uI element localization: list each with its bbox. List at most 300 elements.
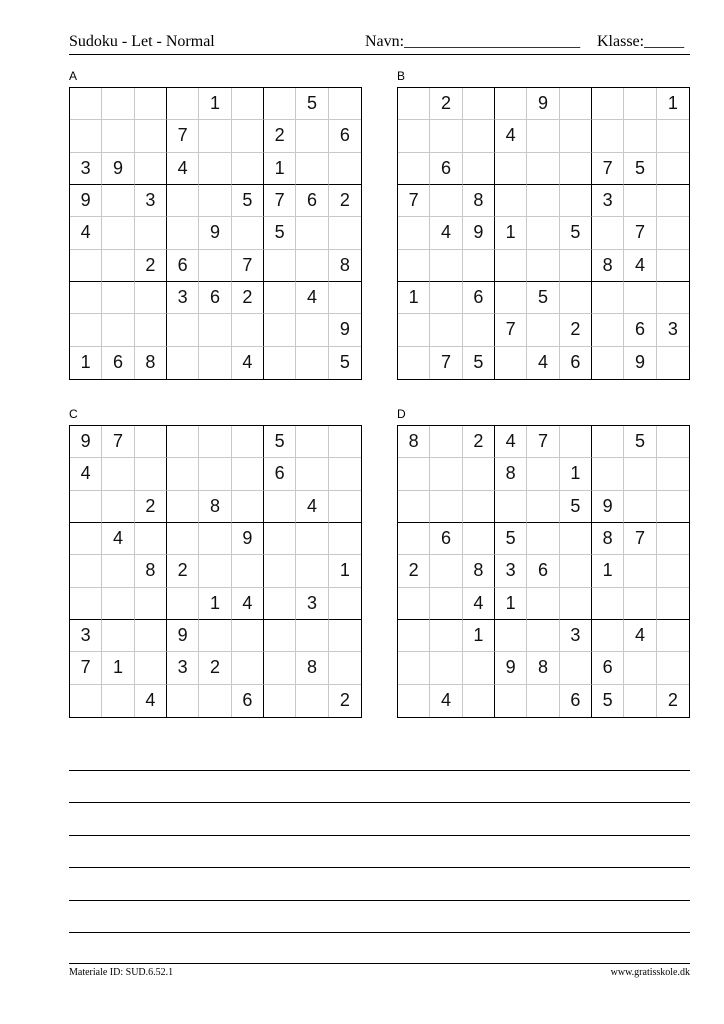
sudoku-cell: [463, 153, 495, 185]
sudoku-cell: [398, 523, 430, 555]
writing-line: [69, 900, 690, 901]
sudoku-cell: [560, 588, 592, 620]
sudoku-cell: [102, 491, 134, 523]
sudoku-cell: [657, 426, 689, 458]
sudoku-cell: [592, 347, 624, 379]
sudoku-cell: 9: [70, 426, 102, 458]
sudoku-cell: [527, 314, 559, 346]
sudoku-cell: 6: [199, 282, 231, 314]
sudoku-cell: [398, 491, 430, 523]
sudoku-cell: [264, 250, 296, 282]
sudoku-cell: [167, 88, 199, 120]
sudoku-cell: 6: [560, 685, 592, 717]
sudoku-cell: 4: [430, 685, 462, 717]
sudoku-cell: 6: [329, 120, 361, 152]
sudoku-cell: 2: [199, 652, 231, 684]
sudoku-cell: [495, 620, 527, 652]
sudoku-cell: [560, 153, 592, 185]
sudoku-cell: 8: [199, 491, 231, 523]
sudoku-cell: [560, 250, 592, 282]
sudoku-cell: [264, 282, 296, 314]
sudoku-cell: [296, 620, 328, 652]
sudoku-cell: [167, 685, 199, 717]
sudoku-cell: [329, 588, 361, 620]
sudoku-cell: 4: [70, 217, 102, 249]
sudoku-cell: [527, 458, 559, 490]
sudoku-cell: 9: [199, 217, 231, 249]
sudoku-cell: 3: [135, 185, 167, 217]
sudoku-cell: [296, 458, 328, 490]
sudoku-cell: [135, 153, 167, 185]
sudoku-cell: [527, 217, 559, 249]
sudoku-cell: [296, 347, 328, 379]
sudoku-cell: [592, 88, 624, 120]
sudoku-cell: [463, 652, 495, 684]
sudoku-cell: 1: [592, 555, 624, 587]
sudoku-cell: [70, 88, 102, 120]
sudoku-cell: [329, 458, 361, 490]
sudoku-cell: [70, 523, 102, 555]
sudoku-cell: [232, 153, 264, 185]
sudoku-cell: [102, 685, 134, 717]
sudoku-cell: 3: [70, 153, 102, 185]
sudoku-cell: [463, 491, 495, 523]
sudoku-cell: 2: [135, 250, 167, 282]
sudoku-cell: [463, 458, 495, 490]
sudoku-cell: 4: [463, 588, 495, 620]
sudoku-cell: [167, 523, 199, 555]
sudoku-cell: [657, 652, 689, 684]
sudoku-cell: 8: [592, 523, 624, 555]
sudoku-cell: [624, 88, 656, 120]
sudoku-cell: [495, 153, 527, 185]
sudoku-cell: [70, 555, 102, 587]
sudoku-cell: 6: [264, 458, 296, 490]
sudoku-cell: [495, 88, 527, 120]
sudoku-cell: 9: [329, 314, 361, 346]
sudoku-cell: [102, 250, 134, 282]
puzzle-label-b: B: [397, 69, 406, 83]
sudoku-cell: [329, 88, 361, 120]
sudoku-cell: 4: [135, 685, 167, 717]
sudoku-cell: [398, 588, 430, 620]
sudoku-cell: [657, 250, 689, 282]
sudoku-cell: [592, 314, 624, 346]
sudoku-cell: [296, 250, 328, 282]
sudoku-cell: [430, 620, 462, 652]
writing-line: [69, 932, 690, 933]
sudoku-cell: 4: [102, 523, 134, 555]
sudoku-cell: [657, 153, 689, 185]
sudoku-cell: 2: [135, 491, 167, 523]
sudoku-cell: [135, 282, 167, 314]
writing-line: [69, 867, 690, 868]
sudoku-cell: 3: [167, 282, 199, 314]
sudoku-cell: [592, 620, 624, 652]
sudoku-cell: [264, 88, 296, 120]
sudoku-cell: [264, 652, 296, 684]
sudoku-cell: 6: [463, 282, 495, 314]
sudoku-cell: [70, 250, 102, 282]
sudoku-cell: 1: [398, 282, 430, 314]
sudoku-cell: 2: [167, 555, 199, 587]
sudoku-cell: [398, 652, 430, 684]
sudoku-cell: [167, 217, 199, 249]
sudoku-cell: [430, 491, 462, 523]
sudoku-cell: 2: [463, 426, 495, 458]
sudoku-cell: 5: [560, 491, 592, 523]
sudoku-cell: [592, 120, 624, 152]
sudoku-cell: [264, 620, 296, 652]
sudoku-cell: 1: [495, 588, 527, 620]
sudoku-cell: 8: [398, 426, 430, 458]
sudoku-cell: 6: [232, 685, 264, 717]
sudoku-cell: 9: [527, 88, 559, 120]
sudoku-cell: [102, 217, 134, 249]
sudoku-cell: [398, 685, 430, 717]
material-id: Materiale ID: SUD.6.52.1: [69, 967, 174, 978]
sudoku-cell: [135, 458, 167, 490]
sudoku-cell: [102, 120, 134, 152]
sudoku-cell: 2: [667, 690, 678, 711]
sudoku-cell: 2: [329, 185, 361, 217]
sudoku-cell: [167, 491, 199, 523]
sudoku-cell: 5: [296, 88, 328, 120]
sudoku-cell: 9: [624, 347, 656, 379]
writing-line: [69, 802, 690, 803]
sudoku-cell: [592, 426, 624, 458]
sudoku-cell: 5: [592, 685, 624, 717]
sudoku-cell: [430, 185, 462, 217]
sudoku-cell: [167, 426, 199, 458]
website-url: www.gratisskole.dk: [610, 967, 690, 978]
sudoku-cell: 7: [592, 153, 624, 185]
sudoku-cell: 5: [264, 426, 296, 458]
sudoku-cell: [135, 620, 167, 652]
sudoku-cell: [527, 153, 559, 185]
sudoku-cell: 5: [624, 426, 656, 458]
sudoku-cell: 8: [135, 347, 167, 379]
sudoku-cell: [398, 120, 430, 152]
sudoku-cell: [102, 185, 134, 217]
sudoku-cell: 3: [657, 314, 689, 346]
sudoku-cell: 9: [592, 491, 624, 523]
sudoku-cell: [329, 282, 361, 314]
sudoku-cell: [232, 217, 264, 249]
sudoku-cell: [463, 685, 495, 717]
sudoku-cell: 4: [527, 347, 559, 379]
sudoku-cell: [430, 314, 462, 346]
sudoku-cell: [657, 620, 689, 652]
sudoku-cell: 4: [624, 620, 656, 652]
sudoku-cell: 1: [329, 555, 361, 587]
sudoku-cell: [296, 314, 328, 346]
sudoku-cell: 8: [135, 555, 167, 587]
sudoku-cell: [527, 685, 559, 717]
sudoku-cell: [463, 250, 495, 282]
sudoku-cell: [264, 491, 296, 523]
sudoku-cell: 7: [167, 120, 199, 152]
sudoku-cell: [135, 426, 167, 458]
sudoku-cell: 6: [296, 185, 328, 217]
sudoku-cell: [102, 88, 134, 120]
sudoku-cell: [199, 153, 231, 185]
sudoku-cell: [624, 652, 656, 684]
sudoku-cell: [329, 523, 361, 555]
sudoku-cell: [527, 185, 559, 217]
sudoku-cell: [527, 523, 559, 555]
sudoku-cell: 8: [463, 185, 495, 217]
class-field-label: Klasse:_____: [597, 33, 685, 50]
puzzle-label-c: C: [69, 407, 78, 421]
sudoku-cell: 6: [430, 153, 462, 185]
sudoku-cell: [296, 217, 328, 249]
sudoku-cell: 6: [624, 314, 656, 346]
sudoku-cell: 5: [495, 523, 527, 555]
sudoku-cell: [167, 458, 199, 490]
sudoku-cell: 6: [527, 555, 559, 587]
sudoku-cell: 8: [463, 555, 495, 587]
sudoku-cell: 6: [592, 652, 624, 684]
sudoku-cell: [329, 426, 361, 458]
sudoku-cell: [264, 347, 296, 379]
sudoku-cell: 9: [463, 217, 495, 249]
sudoku-cell: [398, 153, 430, 185]
sudoku-cell: [398, 250, 430, 282]
sudoku-cell: [199, 458, 231, 490]
sudoku-cell: 5: [527, 282, 559, 314]
sudoku-cell: [199, 250, 231, 282]
sudoku-cell: 3: [495, 555, 527, 587]
sudoku-cell: [463, 314, 495, 346]
sudoku-cell: [199, 620, 231, 652]
sudoku-cell: [560, 282, 592, 314]
sudoku-cell: [560, 185, 592, 217]
sudoku-cell: 9: [102, 153, 134, 185]
sudoku-cell: [463, 120, 495, 152]
sudoku-cell: [135, 88, 167, 120]
sudoku-cell: [527, 120, 559, 152]
sudoku-cell: 7: [430, 347, 462, 379]
sudoku-cell: [657, 588, 689, 620]
sudoku-cell: 6: [167, 250, 199, 282]
sudoku-cell: [199, 555, 231, 587]
sudoku-cell: 1: [463, 620, 495, 652]
sudoku-cell: [657, 523, 689, 555]
sudoku-cell: 7: [495, 314, 527, 346]
sudoku-cell: [592, 458, 624, 490]
sudoku-cell: [70, 282, 102, 314]
sudoku-cell: [398, 620, 430, 652]
sudoku-cell: [560, 555, 592, 587]
sudoku-cell: [329, 652, 361, 684]
sudoku-cell: 8: [527, 652, 559, 684]
sudoku-cell: [199, 523, 231, 555]
sudoku-cell: [135, 314, 167, 346]
sudoku-cell: [495, 685, 527, 717]
sudoku-cell: [329, 491, 361, 523]
sudoku-cell: [624, 120, 656, 152]
sudoku-cell: 1: [560, 458, 592, 490]
sudoku-cell: 4: [167, 153, 199, 185]
sudoku-cell: 9: [495, 652, 527, 684]
sudoku-cell: 1: [102, 652, 134, 684]
sudoku-cell: [329, 217, 361, 249]
sudoku-cell: [398, 88, 430, 120]
sudoku-cell: [560, 652, 592, 684]
sudoku-cell: [527, 491, 559, 523]
worksheet-title: Sudoku - Let - Normal: [69, 33, 215, 50]
sudoku-cell: [167, 588, 199, 620]
sudoku-cell: [657, 185, 689, 217]
sudoku-cell: 3: [296, 588, 328, 620]
writing-line: [69, 835, 690, 836]
sudoku-cell: 7: [624, 523, 656, 555]
sudoku-cell: [624, 185, 656, 217]
sudoku-cell: [135, 217, 167, 249]
sudoku-cell: [167, 314, 199, 346]
sudoku-cell: 7: [232, 250, 264, 282]
sudoku-cell: [296, 685, 328, 717]
sudoku-cell: [624, 685, 656, 717]
sudoku-cell: 8: [495, 458, 527, 490]
sudoku-cell: [102, 588, 134, 620]
sudoku-cell: [102, 555, 134, 587]
sudoku-cell: 7: [264, 185, 296, 217]
sudoku-cell: 3: [592, 185, 624, 217]
sudoku-cell: 1: [264, 153, 296, 185]
sudoku-cell: [102, 314, 134, 346]
sudoku-cell: [560, 88, 592, 120]
sudoku-cell: [430, 555, 462, 587]
sudoku-cell: 7: [70, 652, 102, 684]
sudoku-grid-b: [397, 87, 690, 380]
sudoku-cell: 7: [527, 426, 559, 458]
sudoku-cell: [199, 685, 231, 717]
sudoku-cell: [70, 120, 102, 152]
name-field-label: Navn:______________________: [365, 33, 581, 50]
sudoku-cell: [232, 555, 264, 587]
sudoku-cell: 5: [463, 347, 495, 379]
sudoku-cell: [592, 282, 624, 314]
sudoku-cell: [624, 555, 656, 587]
sudoku-grid-d: [397, 425, 690, 718]
sudoku-cell: [296, 120, 328, 152]
sudoku-cell: [430, 458, 462, 490]
sudoku-cell: [657, 217, 689, 249]
sudoku-cell: [495, 491, 527, 523]
sudoku-cell: 1: [199, 88, 231, 120]
sudoku-cell: [657, 458, 689, 490]
sudoku-cell: [135, 652, 167, 684]
sudoku-cell: [296, 153, 328, 185]
sudoku-cell: [657, 120, 689, 152]
sudoku-cell: [657, 282, 689, 314]
sudoku-cell: 2: [264, 120, 296, 152]
sudoku-cell: [296, 555, 328, 587]
sudoku-cell: [167, 185, 199, 217]
sudoku-cell: 4: [495, 426, 527, 458]
sudoku-cell: 3: [167, 652, 199, 684]
sudoku-cell: [329, 153, 361, 185]
sudoku-cell: [398, 347, 430, 379]
sudoku-cell: [527, 620, 559, 652]
sudoku-cell: [135, 120, 167, 152]
puzzle-label-a: A: [69, 69, 78, 83]
sudoku-cell: [560, 120, 592, 152]
sudoku-cell: [430, 588, 462, 620]
sudoku-cell: [70, 491, 102, 523]
sudoku-cell: 9: [232, 523, 264, 555]
sudoku-cell: [264, 588, 296, 620]
sudoku-cell: 3: [70, 620, 102, 652]
sudoku-cell: 1: [495, 217, 527, 249]
sudoku-cell: [657, 555, 689, 587]
sudoku-grid-a: [69, 87, 362, 380]
sudoku-cell: 3: [560, 620, 592, 652]
sudoku-cell: [430, 250, 462, 282]
sudoku-cell: 7: [398, 185, 430, 217]
sudoku-cell: [264, 685, 296, 717]
sudoku-cell: [463, 88, 495, 120]
sudoku-cell: [430, 120, 462, 152]
sudoku-cell: [232, 120, 264, 152]
sudoku-cell: 1: [657, 88, 689, 120]
sudoku-cell: 5: [232, 185, 264, 217]
sudoku-cell: [102, 620, 134, 652]
sudoku-cell: [430, 426, 462, 458]
sudoku-cell: [296, 523, 328, 555]
sudoku-cell: [329, 620, 361, 652]
footer-rule: [69, 963, 690, 964]
sudoku-cell: [135, 523, 167, 555]
sudoku-cell: [592, 217, 624, 249]
sudoku-cell: 7: [102, 426, 134, 458]
sudoku-cell: 2: [560, 314, 592, 346]
sudoku-cell: [102, 458, 134, 490]
sudoku-cell: 5: [560, 217, 592, 249]
sudoku-cell: 2: [430, 88, 462, 120]
header-rule: [69, 54, 690, 55]
sudoku-cell: 7: [624, 217, 656, 249]
sudoku-cell: [232, 652, 264, 684]
sudoku-cell: [264, 555, 296, 587]
sudoku-cell: [527, 588, 559, 620]
sudoku-cell: [232, 88, 264, 120]
sudoku-cell: [264, 523, 296, 555]
sudoku-cell: [199, 426, 231, 458]
sudoku-cell: [398, 314, 430, 346]
sudoku-cell: [560, 426, 592, 458]
sudoku-cell: 2: [398, 555, 430, 587]
sudoku-cell: [495, 282, 527, 314]
sudoku-cell: 8: [296, 652, 328, 684]
sudoku-cell: [199, 347, 231, 379]
sudoku-cell: [102, 282, 134, 314]
sudoku-cell: [232, 491, 264, 523]
sudoku-cell: 6: [102, 347, 134, 379]
sudoku-cell: 5: [264, 217, 296, 249]
sudoku-cell: [624, 491, 656, 523]
sudoku-cell: 4: [296, 282, 328, 314]
sudoku-cell: 4: [624, 250, 656, 282]
sudoku-cell: 1: [199, 588, 231, 620]
sudoku-cell: [199, 185, 231, 217]
sudoku-cell: [70, 314, 102, 346]
sudoku-cell: [495, 185, 527, 217]
sudoku-cell: 5: [339, 352, 350, 373]
sudoku-cell: [624, 282, 656, 314]
